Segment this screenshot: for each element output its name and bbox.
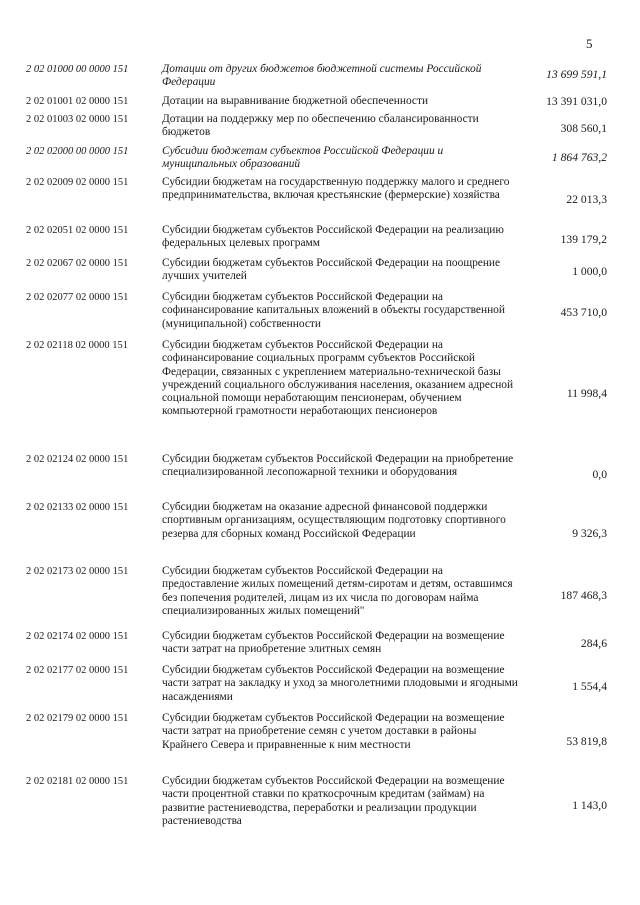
row-amount: 11 998,4: [566, 387, 607, 400]
row-code: 2 02 02133 02 0000 151: [26, 502, 129, 513]
row-amount: 53 819,8: [566, 735, 607, 748]
row-description: Субсидии бюджетам на государственную поддержку малого и среднего предпринимательства, включая крестьянские (фермерские) хозяйства: [162, 176, 510, 202]
row-amount: 139 179,2: [560, 233, 607, 246]
row-amount: 0,0: [592, 468, 607, 481]
row-code: 2 02 02173 02 0000 151: [26, 566, 129, 577]
row-amount: 453 710,0: [560, 306, 607, 319]
row-code: 2 02 02009 02 0000 151: [26, 177, 129, 188]
row-description: Субсидии бюджетам субъектов Российской Федерации на реализацию федеральных целевых программ: [162, 224, 504, 250]
row-code: 2 02 01000 00 0000 151: [26, 64, 129, 75]
row-description: Субсидии бюджетам на оказание адресной финансовой поддержки спортивным организациям, осуществляющим подготовку спортивного резерва для сборных команд Российской Федерации: [162, 501, 506, 540]
row-description: Субсидии бюджетам субъектов Российской Федерации на софинансирование социальных программ субъектов Российской Федерации, связанных с укреплением материально-технической базы учреждений социального обслуживания населения, оказанием адресной социальной помощи неработающим пенсионерам, обучением компьютерной грамотности неработающих пенсионеров: [162, 339, 514, 418]
row-amount: 13 699 591,1: [546, 68, 607, 81]
row-description: Субсидии бюджетам субъектов Российской Федерации на софинансирование капитальных вложений в объекты государственной (муниципальной) собственности: [162, 291, 505, 330]
row-amount: 1 554,4: [572, 680, 607, 693]
row-code: 2 02 02067 02 0000 151: [26, 258, 129, 269]
row-code: 2 02 01003 02 0000 151: [26, 114, 129, 125]
row-amount: 284,6: [580, 637, 607, 650]
row-description: Субсидии бюджетам субъектов Российской Федерации на поощрение лучших учителей: [162, 257, 501, 283]
row-description: Дотации на поддержку мер по обеспечению сбалансированности бюджетов: [162, 113, 479, 139]
row-description: Субсидии бюджетам субъектов Российской Федерации на возмещение части затрат на закладку и уход за многолетними плодовыми и ягодными насаждениями: [162, 664, 518, 703]
row-description: Дотации от других бюджетов бюджетной системы Российской Федерации: [162, 63, 482, 89]
row-amount: 1 864 763,2: [551, 151, 607, 164]
row-description: Субсидии бюджетам субъектов Российской Федерации на возмещение части процентной ставки по краткосрочным кредитам (займам) на развитие растениеводства, переработки и реализации продукции растениеводства: [162, 775, 505, 827]
row-amount: 22 013,3: [566, 193, 607, 206]
row-description: Субсидии бюджетам субъектов Российской Федерации и муниципальных образований: [162, 145, 444, 171]
row-code: 2 02 02077 02 0000 151: [26, 292, 129, 303]
row-description: Субсидии бюджетам субъектов Российской Федерации на приобретение специализированной лесопожарной техники и оборудования: [162, 453, 514, 479]
row-code: 2 02 02124 02 0000 151: [26, 454, 129, 465]
row-amount: 13 391 031,0: [546, 95, 607, 108]
row-amount: 1 143,0: [572, 799, 607, 812]
row-code: 2 02 02177 02 0000 151: [26, 665, 129, 676]
row-description: Субсидии бюджетам субъектов Российской Федерации на возмещение части затрат на приобретение элитных семян: [162, 630, 505, 656]
row-amount: 187 468,3: [560, 589, 607, 602]
row-code: 2 02 02118 02 0000 151: [26, 340, 128, 351]
page-number: 5: [586, 36, 593, 51]
row-code: 2 02 02051 02 0000 151: [26, 225, 129, 236]
row-code: 2 02 01001 02 0000 151: [26, 96, 129, 107]
row-amount: 9 326,3: [572, 527, 607, 540]
row-description: Дотации на выравнивание бюджетной обеспеченности: [162, 95, 429, 107]
row-amount: 1 000,0: [572, 265, 607, 278]
row-code: 2 02 02174 02 0000 151: [26, 631, 129, 642]
row-description: Субсидии бюджетам субъектов Российской Федерации на возмещение части затрат на приобретение семян с учетом доставки в районы Крайнего Севера и приравненные к ним местности: [162, 712, 505, 751]
row-description: Субсидии бюджетам субъектов Российской Федерации на предоставление жилых помещений детям-сиротам и детям, оставшимся без попечения родителей, лицам из их числа по договорам найма специализированных жилых помещений": [162, 565, 513, 617]
row-code: 2 02 02000 00 0000 151: [26, 146, 129, 157]
row-code: 2 02 02179 02 0000 151: [26, 713, 129, 724]
row-code: 2 02 02181 02 0000 151: [26, 776, 129, 787]
row-amount: 308 560,1: [560, 122, 607, 135]
